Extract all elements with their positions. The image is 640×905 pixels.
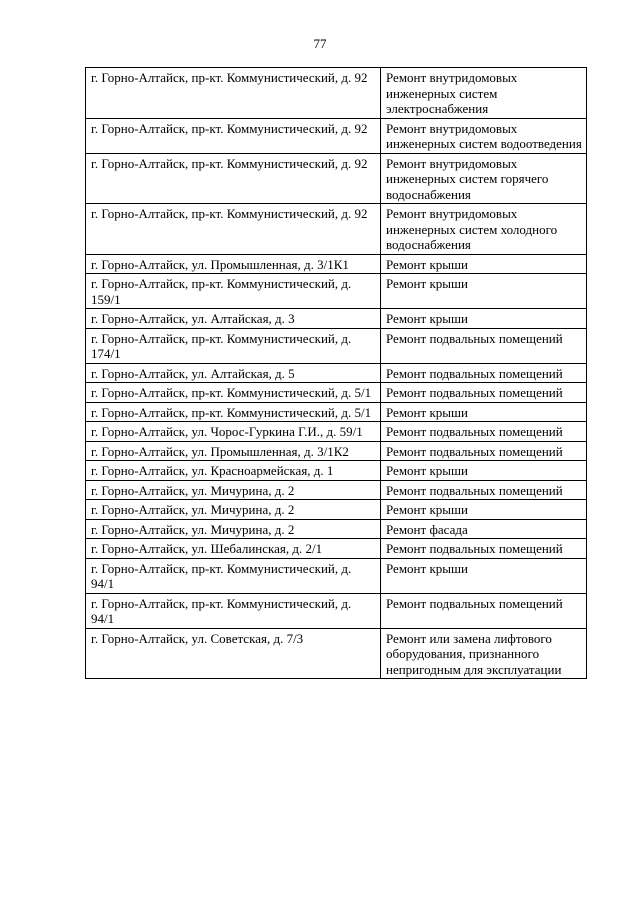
work-type-cell: Ремонт или замена лифтового оборудования, признанного непригодным для эксплуатации — [381, 628, 587, 679]
work-type-cell: Ремонт подвальных помещений — [381, 328, 587, 363]
address-cell: г. Горно-Алтайск, ул. Шебалинская, д. 2/1 — [86, 539, 381, 559]
address-cell: г. Горно-Алтайск, пр-кт. Коммунистический, д. 92 — [86, 153, 381, 204]
work-type-cell: Ремонт подвальных помещений — [381, 363, 587, 383]
work-type-cell: Ремонт крыши — [381, 402, 587, 422]
table-row — [86, 461, 587, 481]
address-cell: г. Горно-Алтайск, ул. Красноармейская, д. 1 — [86, 461, 381, 481]
work-type-cell: Ремонт внутридомовых инженерных систем электроснабжения — [381, 68, 587, 119]
table-row — [86, 383, 587, 403]
address-cell: г. Горно-Алтайск, ул. Чорос-Гуркина Г.И., д. 59/1 — [86, 422, 381, 442]
work-type-cell: Ремонт крыши — [381, 461, 587, 481]
table-row — [86, 153, 587, 204]
page-number: 77 — [313, 36, 327, 51]
address-cell: г. Горно-Алтайск, ул. Промышленная, д. 3/1К2 — [86, 441, 381, 461]
work-type-cell: Ремонт крыши — [381, 309, 587, 329]
work-type-cell: Ремонт фасада — [381, 519, 587, 539]
address-cell: г. Горно-Алтайск, ул. Алтайская, д. 5 — [86, 363, 381, 383]
work-type-cell: Ремонт подвальных помещений — [381, 422, 587, 442]
work-type-cell: Ремонт крыши — [381, 500, 587, 520]
table-row — [86, 500, 587, 520]
works-table-body — [86, 68, 587, 679]
works-table — [85, 67, 587, 679]
table-row — [86, 274, 587, 309]
work-type-cell: Ремонт внутридомовых инженерных систем горячего водоснабжения — [381, 153, 587, 204]
table-row — [86, 68, 587, 119]
address-cell: г. Горно-Алтайск, пр-кт. Коммунистический, д. 92 — [86, 68, 381, 119]
work-type-cell: Ремонт крыши — [381, 274, 587, 309]
address-cell: г. Горно-Алтайск, пр-кт. Коммунистический, д. 92 — [86, 204, 381, 255]
work-type-cell: Ремонт внутридомовых инженерных систем водоотведения — [381, 118, 587, 153]
address-cell: г. Горно-Алтайск, ул. Промышленная, д. 3/1К1 — [86, 254, 381, 274]
table-row — [86, 254, 587, 274]
table-row — [86, 628, 587, 679]
address-cell: г. Горно-Алтайск, пр-кт. Коммунистический, д. 5/1 — [86, 383, 381, 403]
table-row — [86, 480, 587, 500]
address-cell: г. Горно-Алтайск, пр-кт. Коммунистический, д. 92 — [86, 118, 381, 153]
table-row — [86, 309, 587, 329]
address-cell: г. Горно-Алтайск, ул. Мичурина, д. 2 — [86, 480, 381, 500]
table-row — [86, 402, 587, 422]
address-cell: г. Горно-Алтайск, пр-кт. Коммунистический, д. 94/1 — [86, 558, 381, 593]
work-type-cell: Ремонт крыши — [381, 558, 587, 593]
address-cell: г. Горно-Алтайск, пр-кт. Коммунистический, д. 174/1 — [86, 328, 381, 363]
table-row — [86, 539, 587, 559]
table-row — [86, 422, 587, 442]
work-type-cell: Ремонт подвальных помещений — [381, 593, 587, 628]
address-cell: г. Горно-Алтайск, ул. Советская, д. 7/3 — [86, 628, 381, 679]
work-type-cell: Ремонт подвальных помещений — [381, 480, 587, 500]
address-cell: г. Горно-Алтайск, ул. Мичурина, д. 2 — [86, 500, 381, 520]
work-type-cell: Ремонт подвальных помещений — [381, 539, 587, 559]
address-cell: г. Горно-Алтайск, пр-кт. Коммунистический, д. 5/1 — [86, 402, 381, 422]
address-cell: г. Горно-Алтайск, ул. Алтайская, д. 3 — [86, 309, 381, 329]
table-row — [86, 204, 587, 255]
table-row — [86, 118, 587, 153]
table-row — [86, 558, 587, 593]
table-row — [86, 519, 587, 539]
work-type-cell: Ремонт подвальных помещений — [381, 383, 587, 403]
table-row — [86, 441, 587, 461]
table-row — [86, 328, 587, 363]
address-cell: г. Горно-Алтайск, ул. Мичурина, д. 2 — [86, 519, 381, 539]
table-row — [86, 363, 587, 383]
address-cell: г. Горно-Алтайск, пр-кт. Коммунистический, д. 159/1 — [86, 274, 381, 309]
work-type-cell: Ремонт подвальных помещений — [381, 441, 587, 461]
work-type-cell: Ремонт внутридомовых инженерных систем холодного водоснабжения — [381, 204, 587, 255]
address-cell: г. Горно-Алтайск, пр-кт. Коммунистический, д. 94/1 — [86, 593, 381, 628]
table-row — [86, 593, 587, 628]
work-type-cell: Ремонт крыши — [381, 254, 587, 274]
